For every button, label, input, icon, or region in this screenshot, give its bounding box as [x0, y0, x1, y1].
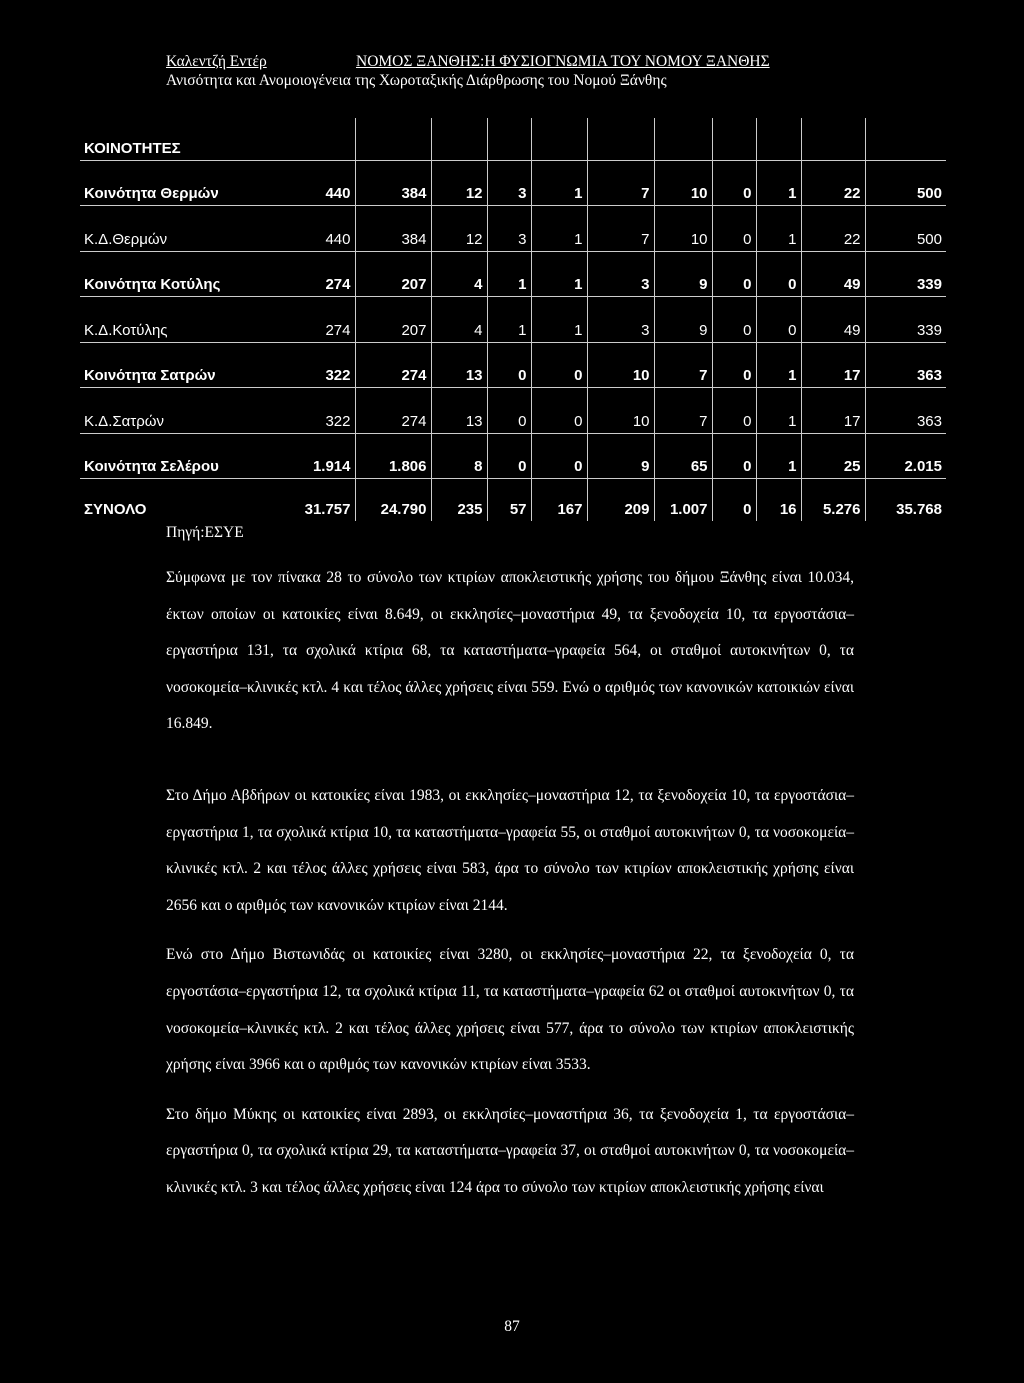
row-value: 3 [487, 206, 531, 252]
row-value: 13 [431, 388, 487, 434]
row-value: 0 [756, 297, 801, 343]
row-value: 209 [587, 479, 654, 521]
row-value: 339 [865, 297, 946, 343]
row-value: 10 [654, 206, 712, 252]
row-value: 1 [531, 297, 587, 343]
row-value: 17 [801, 388, 865, 434]
paragraph-2: Στο Δήμο Αβδήρων οι κατοικίες είναι 1983, οι εκκλησίες–μοναστήρια 12, τα ξενοδοχεία 10, τα εργοστάσια–εργαστήρια 1, τα σχολικά κτίρια 10, τα καταστήματα–γραφεία 55, οι σταθμοί αυτοκινήτων 0, τα νοσοκομεία–κλινικές κτλ. 2 και τέλος άλλες χρήσεις είναι 583, άρα το σύνολο των κτιρίων αποκλειστικής χρήσης είναι 2656 και ο αριθμός των κανονικών κτιρίων είναι 2144. [166, 787, 854, 914]
row-name: ΣΥΝΟΛΟ [84, 500, 147, 518]
row-name: Κοινότητα Σελέρου [80, 433, 287, 479]
row-value: 0 [531, 342, 587, 388]
row-value: 1 [487, 297, 531, 343]
row-value: 1 [756, 433, 801, 479]
row-value: 0 [712, 388, 756, 434]
row-value: 9 [587, 433, 654, 479]
row-value: 274 [355, 388, 431, 434]
row-value: 0 [712, 160, 756, 206]
row-value: 0 [487, 342, 531, 388]
row-value: 8 [431, 433, 487, 479]
row-value: 7 [654, 388, 712, 434]
row-value: 1 [756, 206, 801, 252]
row-value: 1 [756, 160, 801, 206]
paragraph-4: Στο δήμο Μύκης οι κατοικίες είναι 2893, οι εκκλησίες–μοναστήρια 36, τα ξενοδοχεία 1, τα εργοστάσια–εργαστήρια 0, τα σχολικά κτίρια 29, τα καταστήματα–γραφεία 37, οι σταθμοί αυτοκινήτων 0, τα νοσοκομεία–κλινικές κτλ. 3 και τέλος άλλες χρήσεις είναι 124 άρα το σύνολο των κτιρίων αποκλειστικής χρήσης είναι [166, 1105, 854, 1196]
row-value: 322 [287, 388, 355, 434]
table-row [80, 251, 946, 297]
row-name: Κ.Δ.Θερμών [80, 206, 287, 252]
row-value: 440 [287, 160, 355, 206]
row-name: Κ.Δ.Σατρών [80, 388, 287, 434]
page-number: 87 [504, 1318, 520, 1335]
row-name: Κοινότητα Σατρών [80, 342, 287, 388]
table-row [80, 433, 946, 479]
row-value: 1.914 [287, 433, 355, 479]
row-value: 57 [487, 479, 531, 521]
row-value: 0 [712, 251, 756, 297]
row-value: 339 [865, 251, 946, 297]
row-value: 1 [487, 251, 531, 297]
row-value: 1 [531, 251, 587, 297]
row-value: 500 [865, 206, 946, 252]
table-header-row [80, 118, 946, 160]
row-value: 0 [487, 433, 531, 479]
table-row [80, 206, 946, 252]
row-value: 10 [587, 342, 654, 388]
row-value: 207 [355, 251, 431, 297]
row-value: 12 [431, 160, 487, 206]
row-value: 3 [587, 297, 654, 343]
row-value: 363 [865, 388, 946, 434]
row-value: 0 [712, 297, 756, 343]
row-value: 49 [801, 297, 865, 343]
row-value: 3 [587, 251, 654, 297]
row-value: 1 [531, 206, 587, 252]
row-value: 31.757 [287, 479, 355, 521]
row-value: 7 [654, 342, 712, 388]
row-value: 1 [756, 388, 801, 434]
row-value: 322 [287, 342, 355, 388]
paragraph-1: Σύμφωνα με τον πίνακα 28 το σύνολο των κτιρίων αποκλειστικής χρήσης του δήμου Ξάνθης είναι 10.034, έκτων οποίων οι κατοικίες είναι 8.649, οι εκκλησίες–μοναστήρια 49, τα ξενοδοχεία 10, τα εργοστάσια–εργαστήρια 131, τα σχολικά κτίρια 68, τα καταστήματα–γραφεία 564, οι σταθμοί αυτοκινήτων 0, τα νοσοκομεία–κλινικές κτλ. 4 και τέλος άλλες χρήσεις είναι 559. Ενώ ο αριθμός των κανονικών κατοικιών είναι 16.849. [166, 569, 854, 733]
row-value: 22 [801, 206, 865, 252]
row-value: 0 [712, 206, 756, 252]
row-value: 4 [431, 251, 487, 297]
table-row [80, 388, 946, 434]
row-value: 235 [431, 479, 487, 521]
row-value: 440 [287, 206, 355, 252]
row-value: 0 [756, 251, 801, 297]
row-name: Κοινότητα Θερμών [80, 160, 287, 206]
row-value: 274 [287, 297, 355, 343]
row-value: 0 [712, 433, 756, 479]
row-name: Κοινότητα Κοτύλης [80, 251, 287, 297]
row-value: 274 [287, 251, 355, 297]
row-value: 25 [801, 433, 865, 479]
row-value: 5.276 [801, 479, 865, 521]
row-value: 0 [712, 479, 756, 521]
table-row [80, 297, 946, 343]
row-value: 9 [654, 297, 712, 343]
row-value: 0 [487, 388, 531, 434]
row-value: 7 [587, 160, 654, 206]
row-value: 7 [587, 206, 654, 252]
row-value: 10 [654, 160, 712, 206]
table-row [80, 342, 946, 388]
row-value: 65 [654, 433, 712, 479]
row-value: 49 [801, 251, 865, 297]
row-value: 363 [865, 342, 946, 388]
header-subtitle: Ανισότητα και Ανομοιογένεια της Χωροταξικής Διάρθρωσης του Νομού Ξάνθης [166, 72, 667, 89]
row-value: 1 [756, 342, 801, 388]
table-header-label: ΚΟΙΝΟΤΗΤΕΣ [80, 118, 287, 160]
header-line-1 [166, 52, 866, 71]
row-value: 9 [654, 251, 712, 297]
row-value: 13 [431, 342, 487, 388]
row-value: 24.790 [355, 479, 431, 521]
row-value: 22 [801, 160, 865, 206]
table-row [80, 160, 946, 206]
table-row [80, 479, 946, 521]
row-value: 35.768 [896, 500, 942, 518]
row-value: 0 [531, 433, 587, 479]
row-value: 1.007 [654, 479, 712, 521]
author-link[interactable]: Καλεντζή Εντέρ [166, 53, 267, 70]
row-value: 3 [487, 160, 531, 206]
body-text [166, 560, 854, 756]
row-value: 500 [865, 160, 946, 206]
row-value: 4 [431, 297, 487, 343]
paragraph-3: Ενώ στο Δήμο Βιστωνιδάς οι κατοικίες είναι 3280, οι εκκλησίες–μοναστήρια 22, τα ξενοδοχεία 0, τα εργοστάσια–εργαστήρια 12, τα σχολικά κτίρια 11, τα καταστήματα–γραφεία 62 οι σταθμοί αυτοκινήτων 0, τα νοσοκομεία–κλινικές κτλ. 2 και τέλος άλλες χρήσεις είναι 577, άρα το σύνολο των κτιρίων αποκλειστικής χρήσης είναι 3966 και ο αριθμός των κανονικών κτιρίων είναι 3533. [166, 946, 854, 1074]
row-value: 384 [355, 206, 431, 252]
row-value: 0 [712, 342, 756, 388]
row-value: 207 [355, 297, 431, 343]
document-title-link[interactable]: ΝΟΜΟΣ ΞΑΝΘΗΣ:Η ΦΥΣΙΟΓΝΩΜΙΑ ΤΟΥ ΝΟΜΟΥ ΞΑΝΘΗΣ [356, 53, 770, 70]
row-value: 10 [587, 388, 654, 434]
table-source: Πηγή:ΕΣΥΕ [166, 524, 244, 541]
row-value: 2.015 [865, 433, 946, 479]
row-value: 384 [355, 160, 431, 206]
row-value: 1.806 [355, 433, 431, 479]
row-value: 17 [801, 342, 865, 388]
row-value: 12 [431, 206, 487, 252]
row-value: 0 [531, 388, 587, 434]
row-value: 16 [756, 479, 801, 521]
row-value: 1 [531, 160, 587, 206]
data-table [80, 118, 946, 521]
row-value: 274 [355, 342, 431, 388]
body-text-continued [166, 778, 854, 1220]
running-header [166, 52, 866, 90]
row-name: Κ.Δ.Κοτύλης [80, 297, 287, 343]
buildings-table [80, 118, 946, 521]
row-value: 167 [531, 479, 587, 521]
